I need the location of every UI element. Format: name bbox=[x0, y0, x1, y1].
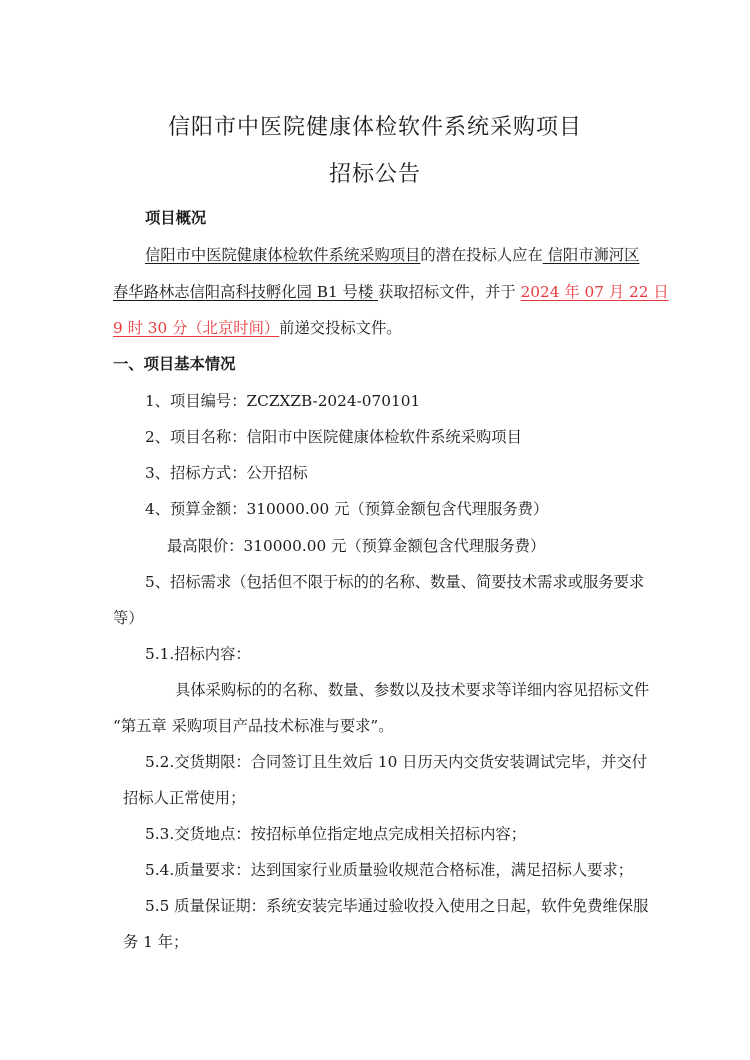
deadline-time: 9 时 30 分（北京时间） bbox=[113, 319, 280, 337]
address-part2: 春华路林志信阳高科技孵化园 B1 号楼 bbox=[113, 283, 379, 301]
item-max-price bbox=[167, 536, 545, 556]
project-name-link: 信阳市中医院健康体检软件系统采购项目 bbox=[145, 246, 421, 264]
item-project-number bbox=[145, 391, 420, 411]
item-value: 信阳市中医院健康体检软件系统采购项目 bbox=[246, 428, 522, 446]
s55-line2: 务 1 年； bbox=[123, 933, 189, 951]
item5-line1: 5、招标需求（包括但不限于标的的名称、数量、简要技术需求或服务要求 bbox=[145, 573, 645, 591]
item-bidding-method bbox=[145, 463, 308, 483]
s52-line2: 招标人正常使用； bbox=[123, 789, 246, 807]
item-value: 310000.00 元（预算金额包含代理服务费） bbox=[243, 537, 546, 555]
item-label: 3、招标方式： bbox=[145, 464, 247, 482]
s53-line: 5.3.交货地点：按招标单位指定地点完成相关招标内容； bbox=[145, 825, 527, 843]
s51-line1: 具体采购标的的名称、数量、参数以及技术要求等详细内容见招标文件 bbox=[175, 681, 650, 699]
overview-text3: 前递交投标文件。 bbox=[279, 319, 402, 337]
item5-line2: 等） bbox=[113, 609, 144, 627]
overview-heading: 项目概况 bbox=[145, 209, 207, 227]
address-part1: 信阳市浉河区 bbox=[542, 246, 640, 264]
overview-text1: 的潜在投标人应在 bbox=[420, 246, 543, 264]
item-project-name bbox=[145, 427, 522, 447]
item-label: 最高限价： bbox=[167, 537, 244, 555]
section1-heading: 一、项目基本情况 bbox=[113, 355, 236, 373]
overview-para-line1 bbox=[145, 245, 639, 265]
item-label: 1、项目编号： bbox=[145, 392, 247, 410]
document-title: 信阳市中医院健康体检软件系统采购项目 bbox=[167, 115, 582, 140]
item-value: 公开招标 bbox=[246, 464, 308, 482]
item-value: 310000.00 元（预算金额包含代理服务费） bbox=[246, 500, 549, 518]
item-label: 2、项目名称： bbox=[145, 428, 247, 446]
deadline-date: 2024 年 07 月 22 日 bbox=[520, 283, 669, 301]
item-budget bbox=[145, 499, 548, 519]
document-subtitle: 招标公告 bbox=[328, 162, 421, 187]
s52-line1: 5.2.交货期限：合同签订且生效后 10 日历天内交货安装调试完毕，并交付 bbox=[145, 753, 647, 771]
s54-line: 5.4.质量要求：达到国家行业质量验收规范合格标准，满足招标人要求； bbox=[145, 861, 634, 879]
overview-para-line3 bbox=[113, 318, 402, 338]
s55-line1: 5.5 质量保证期：系统安装完毕通过验收投入使用之日起，软件免费维保服 bbox=[145, 897, 649, 915]
s51-label: 5.1.招标内容： bbox=[145, 645, 251, 663]
s51-line2: “第五章 采购项目产品技术标准与要求”。 bbox=[113, 717, 394, 735]
overview-text2: 获取招标文件，并于 bbox=[378, 283, 516, 301]
overview-para-line2 bbox=[113, 282, 669, 302]
item-label: 4、预算金额： bbox=[145, 500, 247, 518]
item-value: ZCZXZB-2024-070101 bbox=[246, 392, 421, 410]
